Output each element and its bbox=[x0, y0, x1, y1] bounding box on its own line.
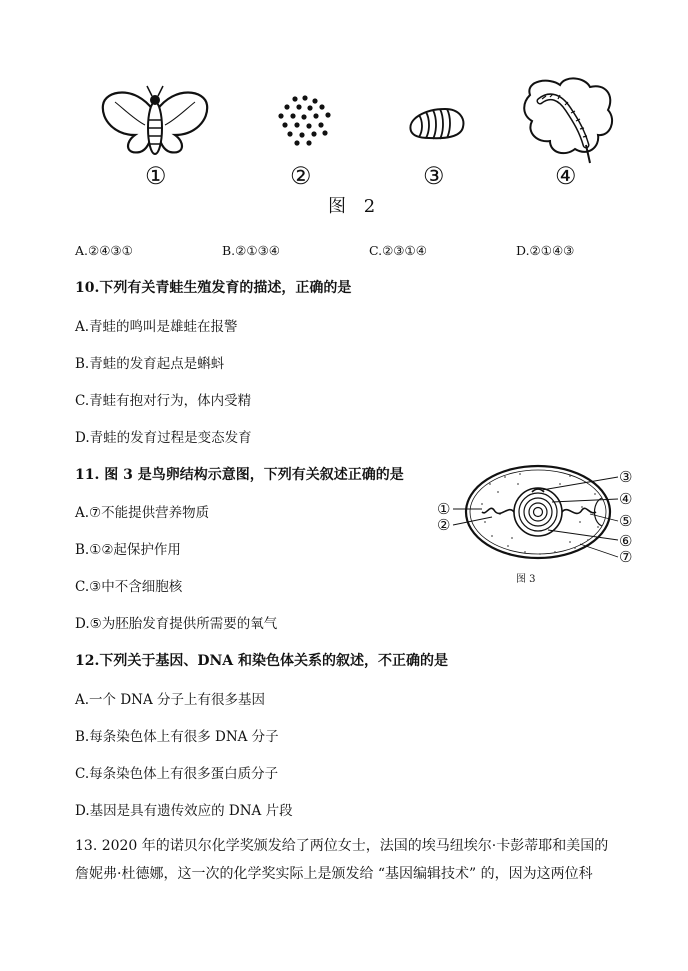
figure2-label-2: ② bbox=[290, 162, 312, 190]
q10-option-b: B.青蛙的发育起点是蝌蚪 bbox=[75, 356, 225, 372]
q10-option-a: A.青蛙的鸣叫是雄蛙在报警 bbox=[75, 319, 238, 335]
figure2-label-3: ③ bbox=[423, 162, 445, 190]
bird-egg-diagram bbox=[430, 462, 650, 572]
figure-2 bbox=[90, 75, 620, 225]
figure-3 bbox=[430, 462, 650, 587]
q12-option-c: C.每条染色体上有很多蛋白质分子 bbox=[75, 766, 279, 782]
moth-icon bbox=[95, 80, 215, 170]
q13-line-1: 13. 2020 年的诺贝尔化学奖颁发给了两位女士，法国的埃马纽埃尔·卡彭蒂耶和美国的 bbox=[75, 838, 609, 854]
figure3-label-1: ① bbox=[437, 500, 451, 518]
eggs-icon bbox=[275, 93, 335, 148]
q12-stem: 12.下列关于基因、DNA 和染色体关系的叙述，不正确的是 bbox=[75, 653, 449, 669]
figure3-label-5: ⑤ bbox=[619, 512, 633, 530]
figure3-label-7: ⑦ bbox=[619, 548, 633, 566]
figure2-label-4: ④ bbox=[555, 162, 577, 190]
q10-option-d: D.青蛙的发育过程是变态发育 bbox=[75, 430, 252, 446]
q12-option-a: A.一个 DNA 分子上有很多基因 bbox=[75, 692, 266, 708]
q9-choice-a: A.②④③① bbox=[75, 243, 133, 258]
figure3-label-4: ④ bbox=[619, 490, 633, 508]
figure3-label-6: ⑥ bbox=[619, 532, 633, 550]
q13-line-2: 詹妮弗·杜德娜，这一次的化学奖实际上是颁发给 “基因编辑技术” 的，因为这两位科 bbox=[75, 866, 593, 882]
q12-option-b: B.每条染色体上有很多 DNA 分子 bbox=[75, 729, 279, 745]
larva-on-leaf-icon bbox=[520, 75, 620, 165]
figure3-label-3: ③ bbox=[619, 468, 633, 486]
q9-choice-b: B.②①③④ bbox=[222, 243, 280, 258]
figure3-caption: 图 3 bbox=[516, 574, 536, 585]
q11-option-a: A.⑦不能提供营养物质 bbox=[75, 505, 210, 521]
q10-option-c: C.青蛙有抱对行为，体内受精 bbox=[75, 393, 252, 409]
q11-option-d: D.⑤为胚胎发育提供所需要的氧气 bbox=[75, 616, 278, 632]
q11-stem: 11. 图 3 是鸟卵结构示意图，下列有关叙述正确的是 bbox=[75, 467, 404, 483]
q9-choice-d: D.②①④③ bbox=[516, 243, 575, 258]
q11-option-b: B.①②起保护作用 bbox=[75, 542, 181, 558]
figure2-caption: 图 2 bbox=[328, 196, 382, 217]
figure3-label-2: ② bbox=[437, 516, 451, 534]
figure2-label-1: ① bbox=[145, 162, 167, 190]
q9-choice-c: C.②③①④ bbox=[369, 243, 427, 258]
q12-option-d: D.基因是具有遗传效应的 DNA 片段 bbox=[75, 803, 293, 819]
pupa-icon bbox=[405, 105, 467, 143]
q10-stem: 10.下列有关青蛙生殖发育的描述，正确的是 bbox=[75, 280, 352, 296]
q11-option-c: C.③中不含细胞核 bbox=[75, 579, 183, 595]
